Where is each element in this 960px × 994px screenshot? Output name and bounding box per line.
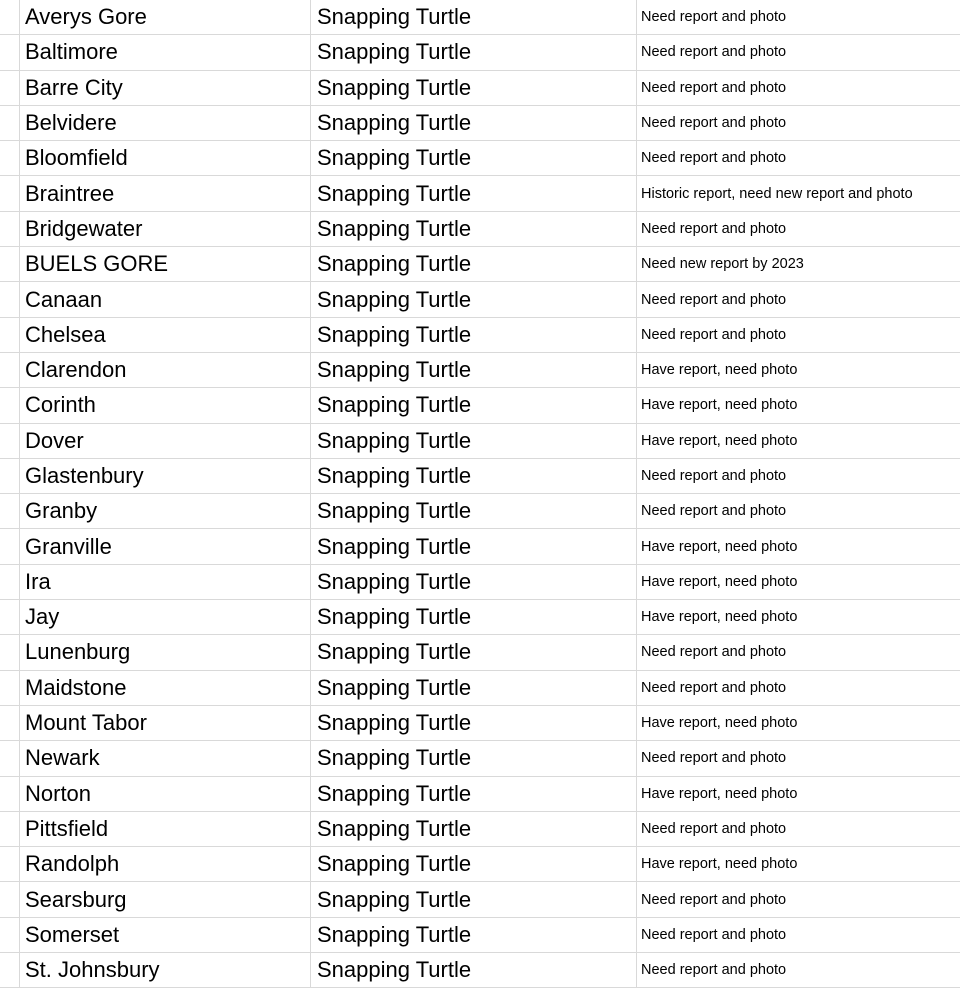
status-cell[interactable]: Need report and photo	[641, 820, 787, 837]
row-gutter-cell[interactable]	[0, 706, 20, 740]
town-cell[interactable]: Maidstone	[20, 671, 311, 705]
species-cell[interactable]: Snapping Turtle	[311, 494, 637, 528]
town-cell[interactable]: Pittsfield	[20, 812, 311, 846]
town-cell[interactable]: Glastenbury	[20, 459, 311, 493]
table-row	[0, 424, 960, 459]
row-gutter-cell[interactable]	[0, 247, 20, 281]
species-cell[interactable]: Snapping Turtle	[311, 882, 637, 916]
row-gutter-cell[interactable]	[0, 282, 20, 316]
species-cell[interactable]: Snapping Turtle	[311, 777, 637, 811]
town-cell[interactable]: BUELS GORE	[20, 247, 311, 281]
row-gutter-cell[interactable]	[0, 600, 20, 634]
table-row	[0, 318, 960, 353]
row-gutter-cell[interactable]	[0, 953, 20, 987]
status-cell[interactable]: Need report and photo	[641, 962, 787, 979]
table-row	[0, 953, 960, 988]
row-gutter-cell[interactable]	[0, 494, 20, 528]
town-cell[interactable]: Barre City	[20, 71, 311, 105]
table-row	[0, 565, 960, 600]
table-row	[0, 494, 960, 529]
table-row	[0, 176, 960, 211]
species-cell[interactable]: Snapping Turtle	[311, 600, 637, 634]
species-cell[interactable]: Snapping Turtle	[311, 141, 637, 175]
status-cell[interactable]: Need report and photo	[641, 468, 787, 484]
status-cell[interactable]: Need report and photo	[641, 891, 787, 908]
status-cell[interactable]: Need new report by 2023	[641, 256, 804, 273]
table-row	[0, 212, 960, 247]
row-gutter-cell[interactable]	[0, 424, 20, 458]
row-gutter-cell[interactable]	[0, 741, 20, 775]
status-cell[interactable]: Have report, need photo	[641, 397, 798, 414]
species-cell[interactable]: Snapping Turtle	[311, 459, 637, 493]
species-cell[interactable]: Snapping Turtle	[311, 353, 637, 387]
species-cell[interactable]: Snapping Turtle	[311, 176, 637, 210]
status-cell[interactable]: Have report, need photo	[641, 715, 798, 732]
table-row	[0, 600, 960, 635]
row-gutter-cell[interactable]	[0, 388, 20, 422]
town-cell[interactable]: Granby	[20, 494, 311, 528]
row-gutter-cell[interactable]	[0, 318, 20, 352]
species-cell[interactable]: Snapping Turtle	[311, 0, 637, 34]
town-cell[interactable]: Belvidere	[20, 106, 311, 140]
species-cell[interactable]: Snapping Turtle	[311, 282, 637, 316]
status-cell[interactable]: Historic report, need new report and photo	[641, 185, 913, 202]
status-cell[interactable]: Need report and photo	[641, 644, 787, 661]
table-row	[0, 741, 960, 776]
species-cell[interactable]: Snapping Turtle	[311, 212, 637, 246]
species-cell[interactable]: Snapping Turtle	[311, 671, 637, 705]
table-row	[0, 529, 960, 564]
row-gutter-cell[interactable]	[0, 353, 20, 387]
table-row	[0, 35, 960, 70]
row-gutter-cell[interactable]	[0, 847, 20, 881]
species-cell[interactable]: Snapping Turtle	[311, 388, 637, 422]
table-row	[0, 247, 960, 282]
town-cell[interactable]: Searsburg	[20, 882, 311, 916]
row-gutter-cell[interactable]	[0, 777, 20, 811]
table-row	[0, 918, 960, 953]
table-row	[0, 847, 960, 882]
status-cell[interactable]: Need report and photo	[641, 150, 787, 167]
town-cell[interactable]: Canaan	[20, 282, 311, 316]
species-cell[interactable]: Snapping Turtle	[311, 918, 637, 952]
town-cell[interactable]: Bloomfield	[20, 141, 311, 175]
table-row	[0, 282, 960, 317]
status-cell[interactable]: Need report and photo	[641, 326, 787, 343]
species-cell[interactable]: Snapping Turtle	[311, 71, 637, 105]
status-cell[interactable]: Need report and photo	[641, 220, 787, 237]
town-cell[interactable]: Braintree	[20, 176, 311, 210]
table-row	[0, 106, 960, 141]
row-gutter-cell[interactable]	[0, 106, 20, 140]
status-cell[interactable]: Have report, need photo	[641, 609, 798, 626]
status-cell[interactable]: Have report, need photo	[641, 538, 798, 555]
table-row	[0, 635, 960, 670]
species-cell[interactable]: Snapping Turtle	[311, 847, 637, 881]
town-cell[interactable]: Newark	[20, 741, 311, 775]
species-cell[interactable]: Snapping Turtle	[311, 635, 637, 669]
town-cell[interactable]: Corinth	[20, 388, 311, 422]
species-cell[interactable]: Snapping Turtle	[311, 106, 637, 140]
table-row	[0, 812, 960, 847]
town-cell[interactable]: Baltimore	[20, 35, 311, 69]
row-gutter-cell[interactable]	[0, 812, 20, 846]
row-gutter-cell[interactable]	[0, 918, 20, 952]
species-cell[interactable]: Snapping Turtle	[311, 706, 637, 740]
species-cell[interactable]: Snapping Turtle	[311, 565, 637, 599]
row-gutter-cell[interactable]	[0, 565, 20, 599]
status-cell[interactable]: Have report, need photo	[641, 573, 798, 590]
species-cell[interactable]: Snapping Turtle	[311, 424, 637, 458]
status-cell[interactable]: Need report and photo	[641, 503, 787, 520]
species-cell[interactable]: Snapping Turtle	[311, 529, 637, 563]
row-gutter-cell[interactable]	[0, 529, 20, 563]
town-cell[interactable]: Averys Gore	[20, 0, 311, 34]
row-gutter-cell[interactable]	[0, 176, 20, 210]
species-cell[interactable]: Snapping Turtle	[311, 318, 637, 352]
table-row	[0, 882, 960, 917]
table-row	[0, 353, 960, 388]
status-cell[interactable]: Have report, need photo	[641, 432, 798, 449]
status-cell[interactable]: Have report, need photo	[641, 856, 798, 873]
status-cell[interactable]: Need report and photo	[641, 44, 787, 61]
status-cell[interactable]: Need report and photo	[641, 679, 787, 696]
row-gutter-cell[interactable]	[0, 0, 20, 34]
town-cell[interactable]: St. Johnsbury	[20, 953, 311, 987]
status-cell[interactable]: Need report and photo	[641, 750, 787, 767]
species-cell[interactable]: Snapping Turtle	[311, 35, 637, 69]
row-gutter-cell[interactable]	[0, 212, 20, 246]
row-gutter-cell[interactable]	[0, 882, 20, 916]
species-cell[interactable]: Snapping Turtle	[311, 953, 637, 987]
species-cell[interactable]: Snapping Turtle	[311, 812, 637, 846]
table-row	[0, 459, 960, 494]
town-cell[interactable]: Jay	[20, 600, 311, 634]
status-cell[interactable]: Need report and photo	[641, 79, 787, 96]
row-gutter-cell[interactable]	[0, 35, 20, 69]
row-gutter-cell[interactable]	[0, 635, 20, 669]
town-cell[interactable]: Bridgewater	[20, 212, 311, 246]
species-cell[interactable]: Snapping Turtle	[311, 247, 637, 281]
row-gutter-cell[interactable]	[0, 459, 20, 493]
status-cell[interactable]: Have report, need photo	[641, 362, 798, 379]
table-row	[0, 706, 960, 741]
status-cell[interactable]: Need report and photo	[641, 926, 787, 943]
row-gutter-cell[interactable]	[0, 141, 20, 175]
table-row	[0, 671, 960, 706]
status-cell[interactable]: Need report and photo	[641, 291, 787, 308]
status-cell[interactable]: Need report and photo	[641, 9, 787, 26]
town-cell[interactable]: Granville	[20, 529, 311, 563]
row-gutter-cell[interactable]	[0, 671, 20, 705]
town-cell[interactable]: Lunenburg	[20, 635, 311, 669]
town-cell[interactable]: Somerset	[20, 918, 311, 952]
town-cell[interactable]: Randolph	[20, 847, 311, 881]
table-row	[0, 71, 960, 106]
town-cell[interactable]: Ira	[20, 565, 311, 599]
table-row	[0, 777, 960, 812]
town-cell[interactable]: Clarendon	[20, 353, 311, 387]
town-cell[interactable]: Mount Tabor	[20, 706, 311, 740]
town-cell[interactable]: Norton	[20, 777, 311, 811]
town-cell[interactable]: Dover	[20, 424, 311, 458]
species-cell[interactable]: Snapping Turtle	[311, 741, 637, 775]
table-row	[0, 141, 960, 176]
town-cell[interactable]: Chelsea	[20, 318, 311, 352]
status-cell[interactable]: Need report and photo	[641, 115, 787, 132]
status-cell[interactable]: Have report, need photo	[641, 785, 798, 802]
table-row	[0, 0, 960, 35]
row-gutter-cell[interactable]	[0, 71, 20, 105]
table-row	[0, 388, 960, 423]
